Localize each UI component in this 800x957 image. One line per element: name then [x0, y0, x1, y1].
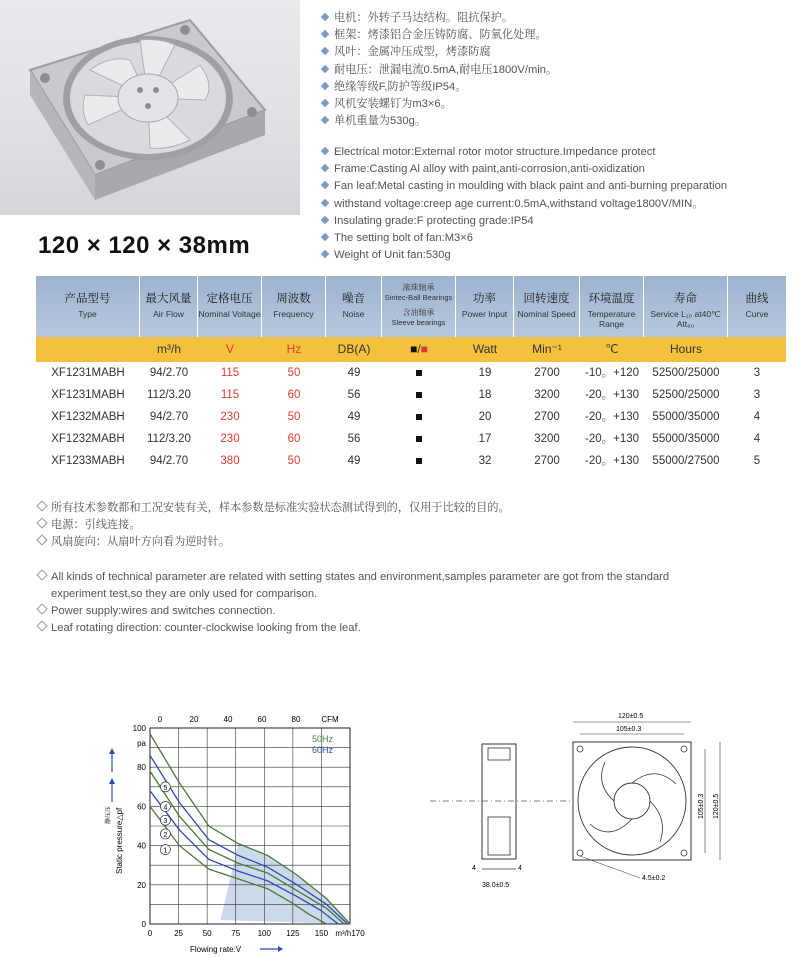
cell-airflow: 94/2.70	[149, 367, 189, 379]
fan-illustration	[0, 0, 300, 215]
x-tick-label: 50	[202, 929, 212, 938]
cell-speed: 3200	[534, 389, 560, 401]
cell-temp: -20。+130	[584, 455, 640, 467]
table-row	[36, 362, 786, 384]
fan-photo	[0, 0, 300, 215]
bearing-mark	[382, 362, 456, 384]
y-tick-label: 60	[137, 802, 146, 812]
bullet-icon	[321, 64, 329, 72]
note-line: Leaf rotating direction: counter-clockwise looking from the leaf.	[38, 620, 669, 637]
cell-noise: 56	[347, 389, 361, 401]
bullet-icon	[321, 13, 329, 21]
ball-bearing-icon	[416, 370, 422, 376]
spec-line: Insulating grade:F protecting grade:IP54	[322, 213, 727, 230]
spec-line: withstand voltage:creep age current:0.5mA,withstand voltage1800V/MIN。	[322, 196, 727, 213]
spec-line: Weight of Unit fan:530g	[322, 247, 727, 264]
outer-width-label: 120±0.5	[618, 713, 644, 720]
cell-freq: 50	[287, 367, 301, 379]
bullet-icon	[321, 30, 329, 38]
spec-line: 风机安装螺钉为m3×6。	[322, 96, 557, 113]
bearing-mark	[382, 384, 456, 406]
y-tick-label: 40	[137, 841, 146, 851]
table-row	[36, 450, 786, 472]
cell-freq: 50	[287, 411, 301, 423]
diamond-bullet-icon	[36, 500, 47, 511]
pressure-flow-chart	[100, 692, 380, 954]
table-units-row: m³/h V Hz DB(A) ■/■ Watt Min⁻¹ ℃ Hours	[36, 337, 786, 362]
x-tick-label: 0	[147, 929, 153, 938]
top-tick-label: 20	[189, 715, 199, 724]
cell-type: XF1232MABH	[51, 411, 125, 423]
cell-power: 18	[478, 389, 492, 401]
spec-line: Frame:Casting Al alloy with paint,anti-corrosion,anti-oxidization	[322, 161, 727, 178]
bullet-icon	[321, 233, 329, 241]
cell-voltage: 115	[220, 367, 240, 379]
x-tick-label: 150	[314, 929, 329, 938]
spec-line: The setting bolt of fan:M3×6	[322, 230, 727, 247]
hole-spacing-label: 105±0.3	[616, 726, 642, 733]
cell-speed: 2700	[534, 367, 560, 379]
spec-line: Electrical motor:External rotor motor structure.Impedance protect	[322, 144, 727, 161]
bearing-mark	[382, 450, 456, 472]
cell-noise: 49	[347, 367, 361, 379]
curve-label: 4	[163, 804, 168, 812]
y-axis-label-zh: 静压压	[106, 805, 112, 824]
cell-curve: 5	[753, 455, 761, 467]
x-tick-label: 75	[231, 929, 241, 938]
top-tick-label: 0	[157, 715, 163, 724]
cell-life: 55000/35000	[652, 411, 720, 423]
bullet-icon	[321, 116, 329, 124]
cell-voltage: 115	[220, 389, 240, 401]
diamond-bullet-icon	[36, 569, 47, 580]
table-row	[36, 428, 786, 450]
ball-bearing-icon	[416, 436, 422, 442]
pressure-arrow-head	[109, 778, 115, 784]
cell-life: 52500/25000	[652, 367, 720, 379]
cell-life: 55000/27500	[652, 455, 720, 467]
cell-temp: -20。+130	[584, 389, 640, 401]
cell-power: 20	[478, 411, 492, 423]
table-row	[36, 406, 786, 428]
dimension-drawing	[430, 704, 790, 899]
y-tick-label: 0	[141, 920, 146, 929]
spec-line: 框架：烤漆铝合金压铸防腐、防氧化处理。	[322, 27, 557, 44]
cell-power: 17	[478, 433, 492, 445]
cell-speed: 3200	[534, 433, 560, 445]
flow-arrow-head	[278, 946, 283, 952]
cell-freq: 60	[287, 433, 301, 445]
top-tick-label: 40	[223, 715, 233, 724]
notes-zh	[38, 500, 510, 551]
ball-bearing-icon	[416, 458, 422, 464]
cell-temp: -20。+130	[584, 411, 640, 423]
cell-freq: 50	[287, 455, 301, 467]
cell-voltage: 230	[220, 411, 240, 423]
spec-line: Fan leaf:Metal casting in moulding with black paint and anti-burning preparation	[322, 178, 727, 195]
bullet-icon	[321, 147, 329, 155]
cell-speed: 2700	[534, 455, 560, 467]
cell-noise: 49	[347, 411, 361, 423]
cell-type: XF1232MABH	[51, 433, 125, 445]
cell-voltage: 230	[220, 433, 240, 445]
top-tick-label: CFM	[321, 715, 339, 724]
bullet-icon	[321, 82, 329, 90]
flange-label-right: 4	[518, 865, 522, 872]
cell-airflow: 94/2.70	[149, 411, 189, 423]
table-header: 产品型号 Type 最大风量 Air Flow 定格电压 Nominal Voltage 周波数 Frequency 噪音 Noise 滚珠轴承 Sintec-Ball Bearings 含油轴承 Sleeve bearings 功率 Power Input 回转速度 Nominal Speed 环境温度 Temperature Range 寿命 Service L₁₀ at40℃ Att₈₀ 曲线 Curve	[36, 276, 786, 337]
cell-power: 19	[478, 367, 492, 379]
curve-label: 5	[163, 784, 168, 792]
side-hole-label: 105±0.3	[698, 793, 705, 819]
legend-60hz: 60Hz	[312, 745, 334, 755]
ball-bearing-icon	[416, 414, 422, 420]
x-tick-label: 125	[286, 929, 300, 938]
cell-noise: 49	[347, 455, 361, 467]
note-line: All kinds of technical parameter are related with setting states and environment,samples parameter are got from the standard	[38, 569, 669, 586]
cell-curve: 3	[753, 389, 761, 401]
specs-zh	[322, 10, 557, 130]
curve-label: 2	[163, 831, 168, 839]
cell-type: XF1231MABH	[51, 367, 125, 379]
cell-curve: 3	[753, 367, 761, 379]
diamond-bullet-icon	[36, 534, 47, 545]
fan-size-title: 120 × 120 × 38mm	[38, 232, 251, 259]
cell-airflow: 112/3.20	[147, 389, 191, 401]
note-line: experiment test,so they are only used for comparison.	[51, 588, 318, 600]
cell-power: 32	[478, 455, 492, 467]
hole-diameter-label: 4.5±0.2	[642, 875, 666, 882]
top-tick-label: 60	[257, 715, 267, 724]
bullet-icon	[321, 99, 329, 107]
bullet-icon	[321, 198, 329, 206]
cell-life: 52500/25000	[652, 389, 720, 401]
bearing-mark	[382, 406, 456, 428]
cell-life: 55000/35000	[652, 433, 720, 445]
note-line: 风扇旋向：从扇叶方向看为逆时针。	[38, 534, 510, 551]
cell-temp: -10。+120	[584, 367, 640, 379]
bullet-icon	[321, 216, 329, 224]
ball-bearing-icon	[416, 392, 422, 398]
top-tick-label: 80	[291, 715, 301, 724]
spec-line: 电机：外转子马达结构。阻抗保护。	[322, 10, 557, 27]
x-tick-label: 25	[174, 929, 184, 938]
x-axis-label: Flowing rate:V̇	[190, 945, 242, 954]
specs-en	[322, 144, 727, 264]
curve-label: 1	[163, 847, 168, 855]
cell-temp: -20。+130	[584, 433, 640, 445]
note-line: 所有技术参数都和工况安装有关，样本参数是标准实验状态测试得到的，仅用于比较的目的。	[38, 500, 510, 517]
cell-voltage: 380	[220, 455, 240, 467]
pressure-arrow-head	[109, 748, 115, 754]
curve-label: 3	[163, 818, 168, 826]
x-tick-label: 100	[257, 929, 271, 938]
cell-type: XF1231MABH	[51, 389, 125, 401]
cell-noise: 56	[347, 433, 361, 445]
cell-airflow: 112/3.20	[147, 433, 191, 445]
diamond-bullet-icon	[36, 620, 47, 631]
note-line: Power supply:wires and switches connection.	[38, 603, 669, 620]
spec-line: 耐电压：泄漏电流0.5mA,耐电压1800V/min。	[322, 62, 557, 79]
legend-50hz: 50Hz	[312, 734, 334, 744]
cell-type: XF1233MABH	[51, 455, 125, 467]
side-outer-label: 120±0.5	[713, 793, 720, 819]
cell-speed: 2700	[534, 411, 560, 423]
bullet-icon	[321, 250, 329, 258]
cell-freq: 60	[287, 389, 301, 401]
spec-line: 风叶：金属冲压成型，烤漆防腐	[322, 44, 557, 61]
flange-label-left: 4	[472, 865, 476, 872]
note-line: 电源：引线连接。	[38, 517, 510, 534]
table-row	[36, 384, 786, 406]
bullet-icon	[321, 181, 329, 189]
bullet-icon	[321, 164, 329, 172]
spec-line: 单机重量为530g。	[322, 113, 557, 130]
x-tick-label: m³/h170	[335, 929, 365, 938]
diamond-bullet-icon	[36, 603, 47, 614]
spec-table	[36, 276, 786, 472]
y-unit-label: pa	[137, 739, 146, 748]
diamond-bullet-icon	[36, 517, 47, 528]
y-tick-label: 80	[137, 763, 146, 773]
y-tick-label: 20	[137, 880, 146, 890]
y-tick-label: 100	[132, 724, 146, 733]
bearing-mark	[382, 428, 456, 450]
bullet-icon	[321, 47, 329, 55]
spec-line: 绝缘等级F,防护等级IP54。	[322, 79, 557, 96]
y-axis-label: Static pressure△pf	[115, 807, 124, 874]
depth-label: 38.0±0.5	[482, 882, 510, 889]
cell-curve: 4	[753, 411, 761, 423]
notes-en	[38, 569, 669, 637]
cell-curve: 4	[753, 433, 761, 445]
cell-airflow: 94/2.70	[149, 455, 189, 467]
